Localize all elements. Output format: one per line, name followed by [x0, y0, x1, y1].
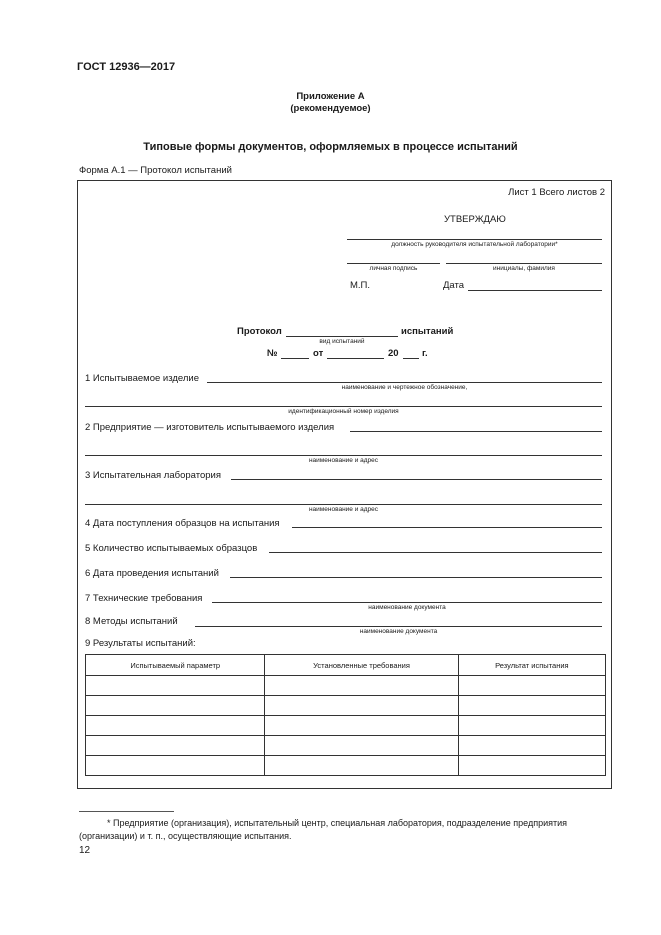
item-2-line[interactable] — [350, 431, 602, 432]
year-prefix: 20 — [388, 348, 399, 359]
table-row — [86, 756, 606, 776]
table-cell[interactable] — [86, 716, 265, 736]
test-type-line[interactable] — [286, 336, 398, 337]
item-7-hint: наименование документа — [368, 604, 446, 611]
stamp-label: М.П. — [350, 280, 371, 291]
footnote-line-1: * Предприятие (организация), испытательный центр, специальная лаборатория, подразделение предприятия — [107, 818, 567, 828]
item-5-label: 5 Количество испытываемых образцов — [85, 543, 258, 554]
page-number: 12 — [79, 845, 91, 856]
col-header-result: Результат испытания — [458, 655, 605, 676]
item-7-line[interactable] — [212, 602, 602, 603]
table-cell[interactable] — [86, 696, 265, 716]
tests-word: испытаний — [401, 326, 454, 337]
table-cell[interactable] — [265, 756, 458, 776]
table-header-row — [86, 655, 606, 676]
col-header-parameter: Испытываемый параметр — [86, 655, 265, 676]
table-cell[interactable] — [458, 716, 605, 736]
footnote — [79, 817, 614, 843]
number-sign: № — [267, 348, 278, 359]
table-cell[interactable] — [458, 756, 605, 776]
name-line[interactable] — [446, 263, 602, 264]
item-8-line[interactable] — [195, 626, 602, 627]
number-line[interactable] — [281, 358, 309, 359]
table-cell[interactable] — [265, 716, 458, 736]
item-3-line-2[interactable] — [85, 504, 602, 505]
item-1-line-2[interactable] — [85, 406, 602, 407]
item-3-hint: наименование и адрес — [308, 506, 379, 513]
table-cell[interactable] — [265, 676, 458, 696]
signature-hint: личная подпись — [369, 265, 418, 272]
table-cell[interactable] — [458, 696, 605, 716]
table-cell[interactable] — [265, 736, 458, 756]
year-line[interactable] — [403, 358, 419, 359]
appendix-title: Приложение А — [296, 91, 365, 102]
test-type-hint: вид испытаний — [319, 338, 365, 345]
item-4-label: 4 Дата поступления образцов на испытания — [85, 518, 280, 529]
approve-label: УТВЕРЖДАЮ — [444, 214, 506, 225]
item-3-line[interactable] — [231, 479, 602, 480]
table-cell[interactable] — [458, 676, 605, 696]
sheet-info: Лист 1 Всего листов 2 — [508, 187, 605, 198]
item-2-hint: наименование и адрес — [308, 457, 379, 464]
protocol-word: Протокол — [237, 326, 282, 337]
table-row — [86, 716, 606, 736]
item-8-hint: наименование документа — [359, 628, 438, 635]
item-2-label: 2 Предприятие — изготовитель испытываемого изделия — [85, 422, 335, 433]
position-hint: должность руководителя испытательной лаборатории* — [391, 241, 558, 248]
results-table — [85, 654, 606, 776]
table-cell[interactable] — [265, 696, 458, 716]
position-line[interactable] — [347, 239, 602, 240]
date-label: Дата — [443, 280, 465, 291]
item-3-label: 3 Испытательная лаборатория — [85, 470, 221, 481]
date-line[interactable] — [468, 290, 602, 291]
table-row — [86, 736, 606, 756]
item-6-line[interactable] — [230, 577, 602, 578]
item-9-label: 9 Результаты испытаний: — [85, 638, 196, 649]
item-1-hint: наименование и чертежное обозначение, — [341, 384, 468, 391]
signature-line[interactable] — [347, 263, 440, 264]
item-1-hint-2: идентификационный номер изделия — [288, 408, 399, 415]
form-caption: Форма А.1 — Протокол испытаний — [79, 165, 232, 176]
year-suffix: г. — [422, 348, 428, 359]
table-row — [86, 676, 606, 696]
table-row — [86, 696, 606, 716]
item-1-label: 1 Испытываемое изделие — [85, 373, 199, 384]
document-title: Типовые формы документов, оформляемых в процессе испытаний — [143, 141, 518, 153]
table-cell[interactable] — [458, 736, 605, 756]
item-4-line[interactable] — [292, 527, 602, 528]
footnote-line-2: (организации) и т. п., осуществляющие испытания. — [79, 831, 292, 841]
table-cell[interactable] — [86, 676, 265, 696]
item-5-line[interactable] — [269, 552, 602, 553]
item-6-label: 6 Дата проведения испытаний — [85, 568, 219, 579]
table-cell[interactable] — [86, 756, 265, 776]
from-word: от — [313, 348, 324, 359]
appendix-status: (рекомендуемое) — [290, 103, 371, 114]
item-8-label: 8 Методы испытаний — [85, 616, 178, 627]
item-7-label: 7 Технические требования — [85, 593, 203, 604]
standard-code: ГОСТ 12936—2017 — [77, 61, 176, 73]
item-1-line[interactable] — [207, 382, 602, 383]
date-day-line[interactable] — [327, 358, 384, 359]
name-hint: инициалы, фамилия — [493, 265, 555, 272]
col-header-requirements: Установленные требования — [265, 655, 458, 676]
item-2-line-2[interactable] — [85, 455, 602, 456]
table-cell[interactable] — [86, 736, 265, 756]
footnote-divider — [79, 811, 174, 812]
